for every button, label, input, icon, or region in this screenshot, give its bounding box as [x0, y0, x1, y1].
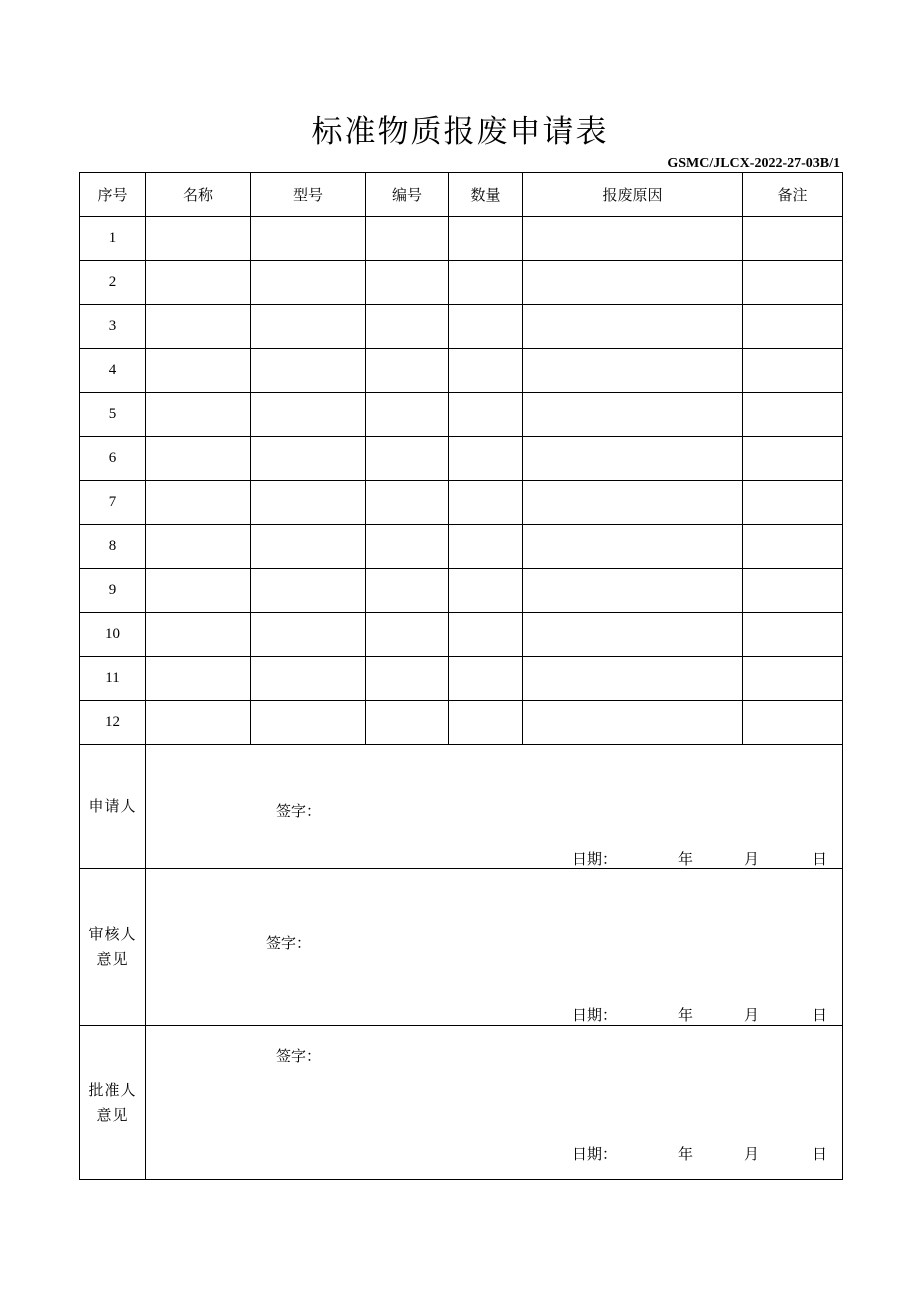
reviewer-day: 日: [812, 1006, 828, 1024]
cell-name[interactable]: [146, 217, 251, 261]
cell-reason[interactable]: [523, 349, 743, 393]
reviewer-month: 月: [744, 1006, 760, 1024]
cell-number[interactable]: [366, 525, 449, 569]
cell-reason[interactable]: [523, 261, 743, 305]
cell-quantity[interactable]: [449, 349, 523, 393]
row-index: 11: [80, 657, 146, 701]
table-row: [80, 261, 843, 305]
table-row: [80, 349, 843, 393]
approver-section: [80, 1026, 843, 1180]
cell-quantity[interactable]: [449, 525, 523, 569]
approver-year: 年: [678, 1145, 694, 1163]
table-row: [80, 393, 843, 437]
cell-number[interactable]: [366, 657, 449, 701]
table-row: [80, 305, 843, 349]
reviewer-label: [80, 869, 146, 1026]
header-model: 型号: [251, 173, 366, 217]
cell-number[interactable]: [366, 261, 449, 305]
row-index: 12: [80, 701, 146, 745]
applicant-label: 申请人: [80, 745, 146, 869]
approver-label: [80, 1026, 146, 1180]
cell-quantity[interactable]: [449, 613, 523, 657]
row-index: 1: [80, 217, 146, 261]
cell-model[interactable]: [251, 437, 366, 481]
approver-opinion-area[interactable]: [146, 1026, 843, 1180]
cell-number[interactable]: [366, 701, 449, 745]
cell-reason[interactable]: [523, 613, 743, 657]
cell-remarks[interactable]: [743, 613, 843, 657]
cell-quantity[interactable]: [449, 437, 523, 481]
cell-name[interactable]: [146, 349, 251, 393]
cell-model[interactable]: [251, 657, 366, 701]
approver-label-line1: 批准人: [88, 1080, 137, 1099]
cell-reason[interactable]: [523, 437, 743, 481]
approver-month: 月: [744, 1145, 760, 1163]
row-index: 3: [80, 305, 146, 349]
cell-reason[interactable]: [523, 657, 743, 701]
approver-sign-label: 签字：: [276, 1047, 322, 1065]
header-quantity: 数量: [449, 173, 523, 217]
reviewer-label-line1: 审核人: [88, 925, 137, 943]
table-row: [80, 481, 843, 525]
cell-model[interactable]: [251, 701, 366, 745]
cell-model[interactable]: [251, 217, 366, 261]
cell-name[interactable]: [146, 701, 251, 745]
cell-model[interactable]: [251, 481, 366, 525]
cell-name[interactable]: [146, 261, 251, 305]
row-index: 4: [80, 349, 146, 393]
applicant-date-label: 日期：: [572, 850, 618, 868]
table-header-row: [80, 173, 843, 217]
cell-name[interactable]: [146, 393, 251, 437]
cell-reason[interactable]: [523, 701, 743, 745]
table-row: [80, 701, 843, 745]
row-index: 7: [80, 481, 146, 525]
cell-name[interactable]: [146, 569, 251, 613]
document-code: GSMC/JLCX-2022-27-03B/1: [667, 156, 840, 171]
cell-model[interactable]: [251, 261, 366, 305]
cell-reason[interactable]: [523, 305, 743, 349]
approver-label-line2: 意见: [96, 1105, 129, 1124]
cell-name[interactable]: [146, 657, 251, 701]
cell-remarks[interactable]: [743, 701, 843, 745]
approver-day: 日: [812, 1145, 828, 1163]
cell-remarks[interactable]: [743, 525, 843, 569]
table-row: [80, 217, 843, 261]
row-index: 9: [80, 569, 146, 613]
table-row: [80, 613, 843, 657]
cell-number[interactable]: [366, 393, 449, 437]
cell-model[interactable]: [251, 569, 366, 613]
cell-number[interactable]: [366, 613, 449, 657]
cell-reason[interactable]: [523, 393, 743, 437]
applicant-sign-label: 签字：: [276, 802, 322, 820]
scrap-application-table: [79, 172, 843, 1180]
cell-quantity[interactable]: [449, 217, 523, 261]
cell-quantity[interactable]: [449, 657, 523, 701]
cell-name[interactable]: [146, 481, 251, 525]
approver-date-label: 日期：: [572, 1145, 618, 1163]
cell-number[interactable]: [366, 217, 449, 261]
row-index: 8: [80, 525, 146, 569]
cell-remarks[interactable]: [743, 481, 843, 525]
cell-reason[interactable]: [523, 525, 743, 569]
row-index: 5: [80, 393, 146, 437]
header-index: 序号: [80, 173, 146, 217]
cell-model[interactable]: [251, 305, 366, 349]
cell-quantity[interactable]: [449, 305, 523, 349]
cell-remarks[interactable]: [743, 657, 843, 701]
cell-model[interactable]: [251, 525, 366, 569]
cell-reason[interactable]: [523, 217, 743, 261]
page-title: 标准物质报废申请表: [311, 114, 609, 150]
cell-remarks[interactable]: [743, 349, 843, 393]
cell-model[interactable]: [251, 613, 366, 657]
reviewer-sign-label: 签字：: [266, 934, 312, 952]
cell-name[interactable]: [146, 525, 251, 569]
header-name: 名称: [146, 173, 251, 217]
header-number: 编号: [366, 173, 449, 217]
reviewer-opinion-area[interactable]: [146, 869, 843, 1026]
header-remarks: 备注: [743, 173, 843, 217]
header-reason: 报废原因: [523, 173, 743, 217]
cell-reason[interactable]: [523, 569, 743, 613]
cell-remarks[interactable]: [743, 261, 843, 305]
applicant-day: 日: [812, 850, 828, 868]
cell-quantity[interactable]: [449, 393, 523, 437]
row-index: 10: [80, 613, 146, 657]
row-index: 2: [80, 261, 146, 305]
cell-name[interactable]: [146, 437, 251, 481]
cell-number[interactable]: [366, 349, 449, 393]
applicant-signature-area[interactable]: [146, 745, 843, 869]
reviewer-section: [80, 869, 843, 1026]
cell-quantity[interactable]: [449, 261, 523, 305]
cell-quantity[interactable]: [449, 569, 523, 613]
reviewer-date-label: 日期：: [572, 1006, 618, 1024]
cell-model[interactable]: [251, 349, 366, 393]
cell-model[interactable]: [251, 393, 366, 437]
cell-number[interactable]: [366, 305, 449, 349]
applicant-month: 月: [744, 850, 760, 868]
applicant-year: 年: [678, 850, 694, 868]
cell-number[interactable]: [366, 481, 449, 525]
reviewer-label-line2: 意见: [96, 950, 129, 968]
cell-remarks[interactable]: [743, 437, 843, 481]
cell-remarks[interactable]: [743, 305, 843, 349]
table-row: [80, 569, 843, 613]
cell-number[interactable]: [366, 569, 449, 613]
cell-number[interactable]: [366, 437, 449, 481]
cell-name[interactable]: [146, 305, 251, 349]
reviewer-year: 年: [678, 1006, 694, 1024]
table-row: [80, 437, 843, 481]
applicant-section: [80, 745, 843, 869]
cell-quantity[interactable]: [449, 701, 523, 745]
cell-quantity[interactable]: [449, 481, 523, 525]
cell-name[interactable]: [146, 613, 251, 657]
cell-remarks[interactable]: [743, 393, 843, 437]
row-index: 6: [80, 437, 146, 481]
table-row: [80, 525, 843, 569]
cell-remarks[interactable]: [743, 569, 843, 613]
table-row: [80, 657, 843, 701]
cell-remarks[interactable]: [743, 217, 843, 261]
cell-reason[interactable]: [523, 481, 743, 525]
